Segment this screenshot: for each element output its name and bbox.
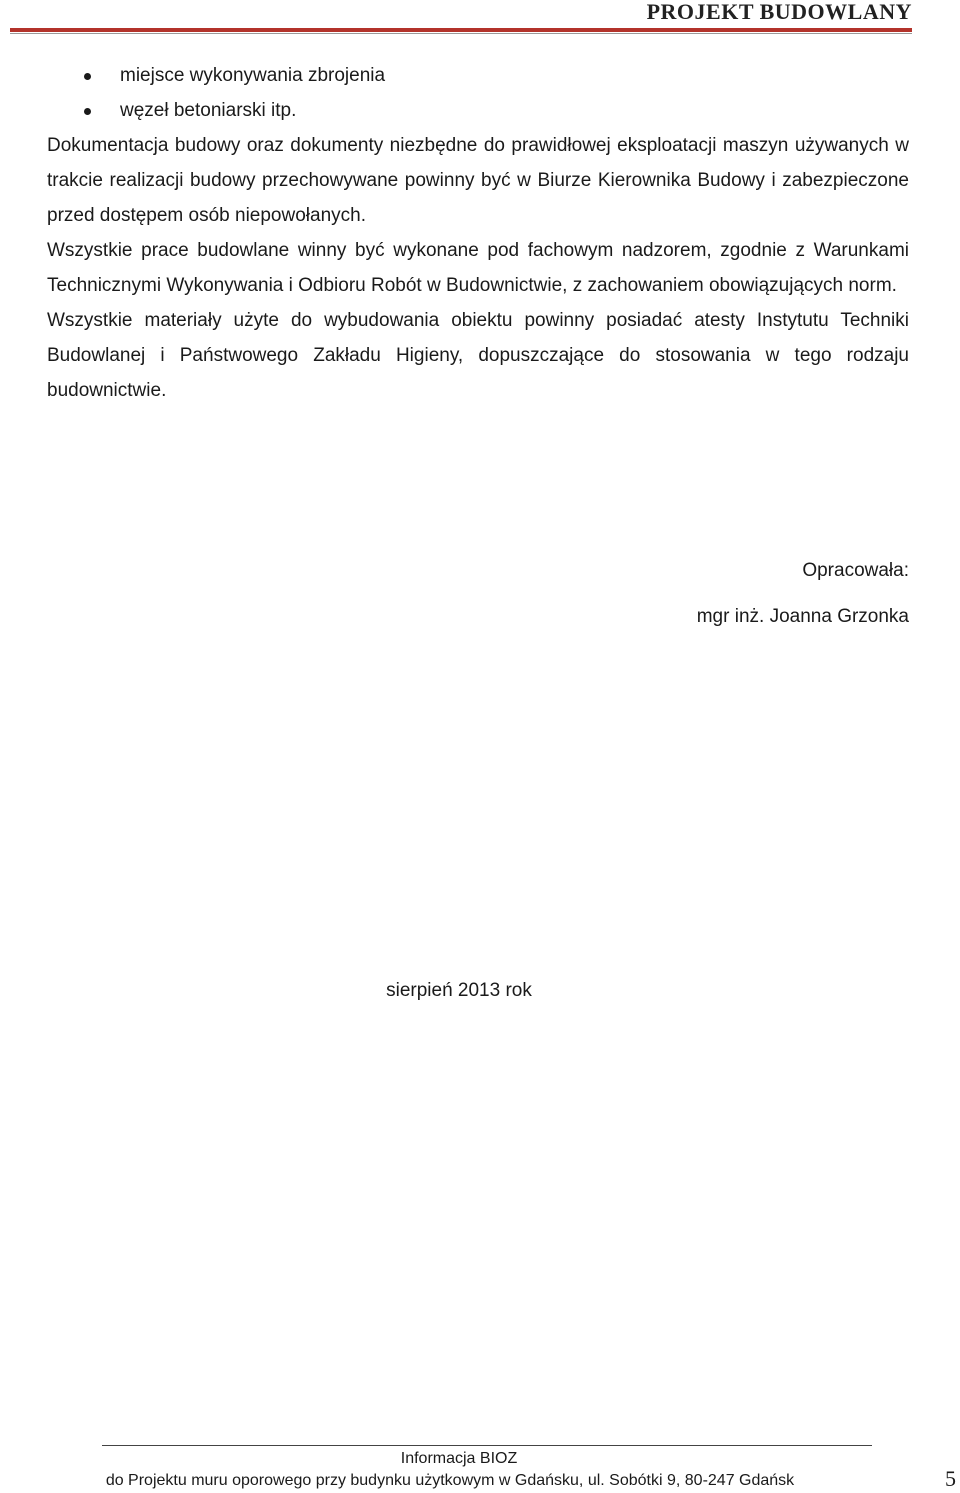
- list-item-text: miejsce wykonywania zbrojenia: [120, 65, 386, 86]
- signature-label: Opracowała:: [802, 560, 909, 581]
- bullet-list: [47, 58, 909, 128]
- list-item: [47, 93, 909, 128]
- document-date: sierpień 2013 rok: [386, 980, 532, 1001]
- paragraph-supervision: Wszystkie prace budowlane winny być wykonane pod fachowym nadzorem, zgodnie z Warunkami Technicznymi Wykonywania i Odbioru Robót w Budownictwie, z zachowaniem obowiązujących norm.: [47, 240, 909, 296]
- header-thin-rule: [10, 33, 912, 34]
- page-number: 5: [945, 1466, 956, 1491]
- header-accent-rule: [10, 28, 912, 32]
- list-item: [47, 58, 909, 93]
- bullet-icon: [84, 108, 91, 115]
- footer-title: Informacja BIOZ: [400, 1450, 518, 1467]
- list-item-text: węzeł betoniarski itp.: [120, 100, 297, 121]
- paragraph-materials: Wszystkie materiały użyte do wybudowania obiektu powinny posiadać atesty Instytutu Techniki Budowlanej i Państwowego Zakładu Higieny, dopuszczające do stosowania w tego rodzaju budownictwie.: [47, 310, 909, 401]
- document-header-title: PROJEKT BUDOWLANY: [646, 0, 912, 24]
- document-body: [47, 58, 909, 408]
- bullet-icon: [84, 73, 91, 80]
- signature-name: mgr inż. Joanna Grzonka: [696, 606, 909, 627]
- footer-rule: [102, 1445, 872, 1446]
- paragraph-documentation: Dokumentacja budowy oraz dokumenty niezbędne do prawidłowej eksploatacji maszyn używanych w trakcie realizacji budowy przechowywane powinny być w Biurze Kierownika Budowy i zabezpieczone przed dostępem osób niepowołanych.: [47, 135, 909, 226]
- footer-subtitle: do Projektu muru oporowego przy budynku użytkowym w Gdańsku, ul. Sobótki 9, 80-247 Gdańsk: [105, 1472, 795, 1489]
